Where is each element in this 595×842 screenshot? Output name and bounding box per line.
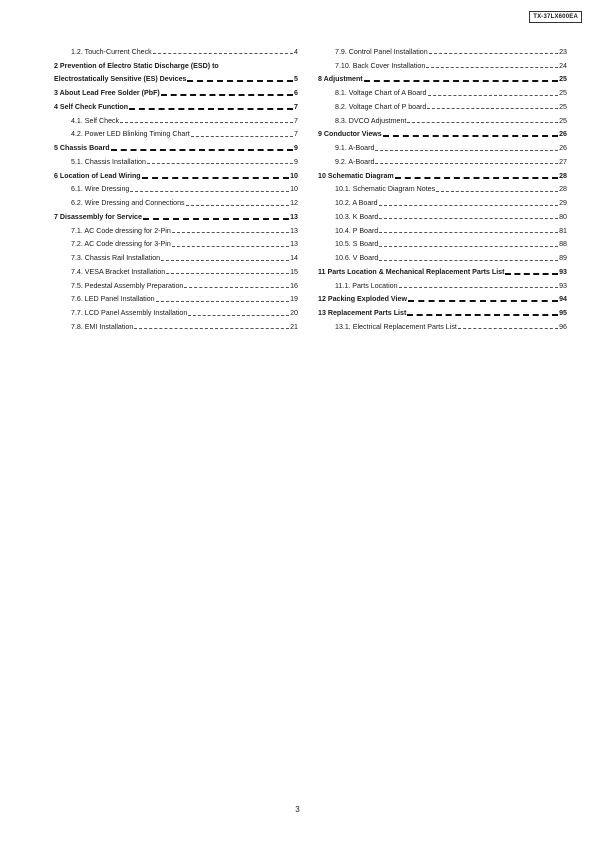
toc-entry-page: 13 xyxy=(290,226,298,235)
toc-entry-label: 8.3. DVCO Adjustment xyxy=(335,116,407,125)
toc-entry[interactable] xyxy=(318,265,567,279)
toc-entry[interactable] xyxy=(54,73,298,87)
toc-dot-leader xyxy=(395,177,558,179)
toc-dot-leader xyxy=(505,273,558,275)
toc-entry-page: 27 xyxy=(559,157,567,166)
toc-entry-page: 7 xyxy=(294,116,298,125)
toc-entry-label: 12 Packing Exploded View xyxy=(318,295,407,304)
toc-entry[interactable] xyxy=(54,155,298,169)
toc-entry[interactable] xyxy=(54,210,298,224)
toc-entry[interactable] xyxy=(54,86,298,100)
toc-entry-label: 9 Conductor Views xyxy=(318,130,382,139)
toc-entry-label: 8.1. Voltage Chart of A Board xyxy=(335,89,427,98)
toc-entry-label: 6.2. Wire Dressing and Connections xyxy=(71,199,185,208)
toc-dot-leader xyxy=(186,205,290,206)
toc-entry-page: 96 xyxy=(559,322,567,331)
toc-entry[interactable] xyxy=(54,141,298,155)
toc-entry-label: 10.1. Schematic Diagram Notes xyxy=(335,185,436,194)
toc-dot-leader xyxy=(172,246,289,247)
toc-entry-label: 4.2. Power LED Blinking Timing Chart xyxy=(71,130,190,139)
toc-entry-label: 2 Prevention of Electro Static Discharge (ESD) to xyxy=(54,61,219,70)
toc-dot-leader xyxy=(379,218,558,219)
toc-dot-leader xyxy=(161,94,293,96)
toc-dot-leader xyxy=(429,53,558,54)
toc-entry-page: 25 xyxy=(559,102,567,111)
toc-entry[interactable] xyxy=(54,224,298,238)
toc-entry-page: 25 xyxy=(559,75,567,84)
toc-entry-page: 93 xyxy=(559,281,567,290)
toc-entry[interactable] xyxy=(318,238,567,252)
toc-entry-label: 13 Replacement Parts List xyxy=(318,309,407,318)
toc-entry[interactable] xyxy=(318,86,567,100)
toc-entry-page: 20 xyxy=(290,309,298,318)
toc-entry-label: 7.4. VESA Bracket Installation xyxy=(71,267,166,276)
toc-dot-leader xyxy=(383,135,558,137)
toc-entry-label: 9.1. A-Board xyxy=(335,144,375,153)
toc-dot-leader xyxy=(134,328,289,329)
toc-entry-label: 10.3. K Board xyxy=(335,212,379,221)
toc-dot-leader xyxy=(436,191,558,192)
toc-entry-label: 7.10. Back Cover Installation xyxy=(335,61,426,70)
toc-dot-leader xyxy=(379,205,559,206)
toc-entry-page: 16 xyxy=(290,281,298,290)
toc-entry[interactable] xyxy=(318,196,567,210)
toc-entry[interactable] xyxy=(318,306,567,320)
toc-entry[interactable] xyxy=(318,128,567,142)
toc-dot-leader xyxy=(379,246,558,247)
toc-dot-leader xyxy=(407,122,558,123)
toc-entry[interactable] xyxy=(54,293,298,307)
toc-dot-leader xyxy=(147,163,293,164)
toc-dot-leader xyxy=(142,177,289,179)
toc-entry-label: 7.9. Control Panel Installation xyxy=(335,47,428,56)
toc-entry[interactable] xyxy=(54,45,298,59)
toc-dot-leader xyxy=(156,301,290,302)
toc-dot-leader xyxy=(166,273,289,274)
toc-entry-page: 26 xyxy=(559,130,567,139)
toc-entry[interactable] xyxy=(54,59,298,73)
toc-entry-label: 10.5. S Board xyxy=(335,240,379,249)
toc-entry[interactable] xyxy=(318,155,567,169)
toc-dot-leader xyxy=(458,328,558,329)
toc-entry-page: 81 xyxy=(559,226,567,235)
toc-entry-label: 9.2. A-Board xyxy=(335,157,375,166)
toc-dot-leader xyxy=(129,108,293,110)
toc-entry-label: 7.3. Chassis Rail Installation xyxy=(71,254,161,263)
toc-entry-page: 95 xyxy=(559,309,567,318)
toc-dot-leader xyxy=(143,218,289,220)
toc-entry[interactable] xyxy=(54,169,298,183)
toc-entry[interactable] xyxy=(54,114,298,128)
toc-right-column xyxy=(318,45,567,334)
toc-entry-label: 11 Parts Location & Mechanical Replacement Parts List xyxy=(318,267,505,276)
toc-dot-leader xyxy=(153,53,293,54)
toc-dot-leader xyxy=(188,315,289,316)
toc-entry-page: 80 xyxy=(559,212,567,221)
toc-entry-page: 28 xyxy=(559,171,567,180)
toc-entry-label: 7.7. LCD Panel Assembly Installation xyxy=(71,309,188,318)
toc-entry-label: 7.2. AC Code dressing for 3-Pin xyxy=(71,240,171,249)
toc-entry[interactable] xyxy=(318,320,567,334)
toc-entry-page: 5 xyxy=(294,75,298,84)
toc-entry-page: 29 xyxy=(559,199,567,208)
toc-entry[interactable] xyxy=(54,251,298,265)
toc-entry[interactable] xyxy=(318,114,567,128)
toc-entry-page: 24 xyxy=(559,61,567,70)
toc-entry-label: 4 Self Check Function xyxy=(54,102,129,111)
toc-entry[interactable] xyxy=(318,141,567,155)
toc-dot-leader xyxy=(187,80,293,82)
toc-entry-page: 10 xyxy=(290,171,298,180)
toc-entry-page: 93 xyxy=(559,267,567,276)
toc-entry-page: 4 xyxy=(294,47,298,56)
toc-entry[interactable] xyxy=(318,169,567,183)
toc-entry[interactable] xyxy=(54,100,298,114)
toc-entry-label: 7 Disassembly for Service xyxy=(54,212,142,221)
toc-entry-label: 6 Location of Lead Wiring xyxy=(54,171,141,180)
toc-dot-leader xyxy=(379,260,558,261)
toc-entry-page: 28 xyxy=(559,185,567,194)
toc-entry-label: 7.5. Pedestal Assembly Preparation xyxy=(71,281,184,290)
toc-entry-page: 7 xyxy=(294,102,298,111)
model-number-box: TX-37LX600EA xyxy=(529,11,582,23)
toc-dot-leader xyxy=(191,136,293,137)
toc-entry-label: 1.2. Touch-Current Check xyxy=(71,47,152,56)
toc-entry-label: 6.1. Wire Dressing xyxy=(71,185,130,194)
toc-entry[interactable] xyxy=(318,59,567,73)
toc-dot-leader xyxy=(161,260,289,261)
toc-entry[interactable] xyxy=(318,279,567,293)
toc-entry-page: 12 xyxy=(290,199,298,208)
toc-dot-leader xyxy=(120,122,293,123)
toc-entry[interactable] xyxy=(54,128,298,142)
toc-entry[interactable] xyxy=(54,306,298,320)
toc-entry-page: 19 xyxy=(290,295,298,304)
toc-left-column xyxy=(54,45,298,334)
toc-entry-page: 13 xyxy=(290,212,298,221)
toc-entry[interactable] xyxy=(54,196,298,210)
toc-entry[interactable] xyxy=(54,320,298,334)
toc-dot-leader xyxy=(111,149,293,151)
toc-entry[interactable] xyxy=(318,73,567,87)
toc-entry[interactable] xyxy=(318,224,567,238)
toc-entry-label: 5 Chassis Board xyxy=(54,144,110,153)
toc-entry[interactable] xyxy=(318,293,567,307)
toc-entry-page: 25 xyxy=(559,116,567,125)
toc-entry-page: 26 xyxy=(559,144,567,153)
toc-dot-leader xyxy=(364,80,558,82)
toc-dot-leader xyxy=(427,108,558,109)
toc-entry-label: 7.8. EMI Installation xyxy=(71,322,134,331)
toc-entry[interactable] xyxy=(318,100,567,114)
toc-entry-page: 25 xyxy=(559,89,567,98)
toc-entry-page: 7 xyxy=(294,130,298,139)
toc-entry[interactable] xyxy=(318,183,567,197)
toc-entry-label: 7.6. LED Panel Installation xyxy=(71,295,155,304)
toc-entry-page: 9 xyxy=(294,157,298,166)
toc-dot-leader xyxy=(172,232,289,233)
toc-entry-page: 13 xyxy=(290,240,298,249)
toc-entry-label: 10.4. P Board xyxy=(335,226,379,235)
toc-entry[interactable] xyxy=(54,183,298,197)
toc-entry-label: 3 About Lead Free Solder (PbF) xyxy=(54,89,160,98)
toc-dot-leader xyxy=(375,150,558,151)
toc-dot-leader xyxy=(399,287,559,288)
toc-dot-leader xyxy=(375,163,558,164)
toc-entry-page: 89 xyxy=(559,254,567,263)
toc-dot-leader xyxy=(426,67,558,68)
toc-dot-leader xyxy=(407,314,558,316)
toc-entry-page: 14 xyxy=(290,254,298,263)
toc-entry-label: 13.1. Electrical Replacement Parts List xyxy=(335,322,457,331)
toc-entry-page: 9 xyxy=(294,144,298,153)
page-number: 3 xyxy=(295,805,300,814)
toc-entry-label: 8 Adjustment xyxy=(318,75,363,84)
toc-entry-page: 15 xyxy=(290,267,298,276)
toc-entry-label: 7.1. AC Code dressing for 2-Pin xyxy=(71,226,171,235)
toc-entry[interactable] xyxy=(54,265,298,279)
toc-entry-label: 4.1. Self Check xyxy=(71,116,120,125)
toc-entry-page: 88 xyxy=(559,240,567,249)
toc-entry[interactable] xyxy=(54,238,298,252)
toc-entry[interactable] xyxy=(318,45,567,59)
toc-entry-page: 21 xyxy=(290,322,298,331)
toc-entry-label: Electrostatically Sensitive (ES) Devices xyxy=(54,75,187,84)
toc-entry-label: 10 Schematic Diagram xyxy=(318,171,394,180)
toc-entry-page: 6 xyxy=(294,89,298,98)
toc-entry-page: 23 xyxy=(559,47,567,56)
toc-entry-page: 10 xyxy=(290,185,298,194)
toc-dot-leader xyxy=(428,95,559,96)
toc-dot-leader xyxy=(379,232,558,233)
toc-dot-leader xyxy=(408,300,558,302)
toc-entry-label: 8.2. Voltage Chart of P board xyxy=(335,102,427,111)
toc-entry-label: 10.2. A Board xyxy=(335,199,378,208)
toc-entry-label: 5.1. Chassis Installation xyxy=(71,157,146,166)
toc-entry[interactable] xyxy=(54,279,298,293)
toc-dot-leader xyxy=(130,191,289,192)
toc-entry-page: 94 xyxy=(559,295,567,304)
toc-entry-label: 11.1. Parts Location xyxy=(335,281,398,290)
toc-entry-label: 10.6. V Board xyxy=(335,254,379,263)
toc-entry[interactable] xyxy=(318,210,567,224)
toc-dot-leader xyxy=(184,287,289,288)
toc-entry[interactable] xyxy=(318,251,567,265)
